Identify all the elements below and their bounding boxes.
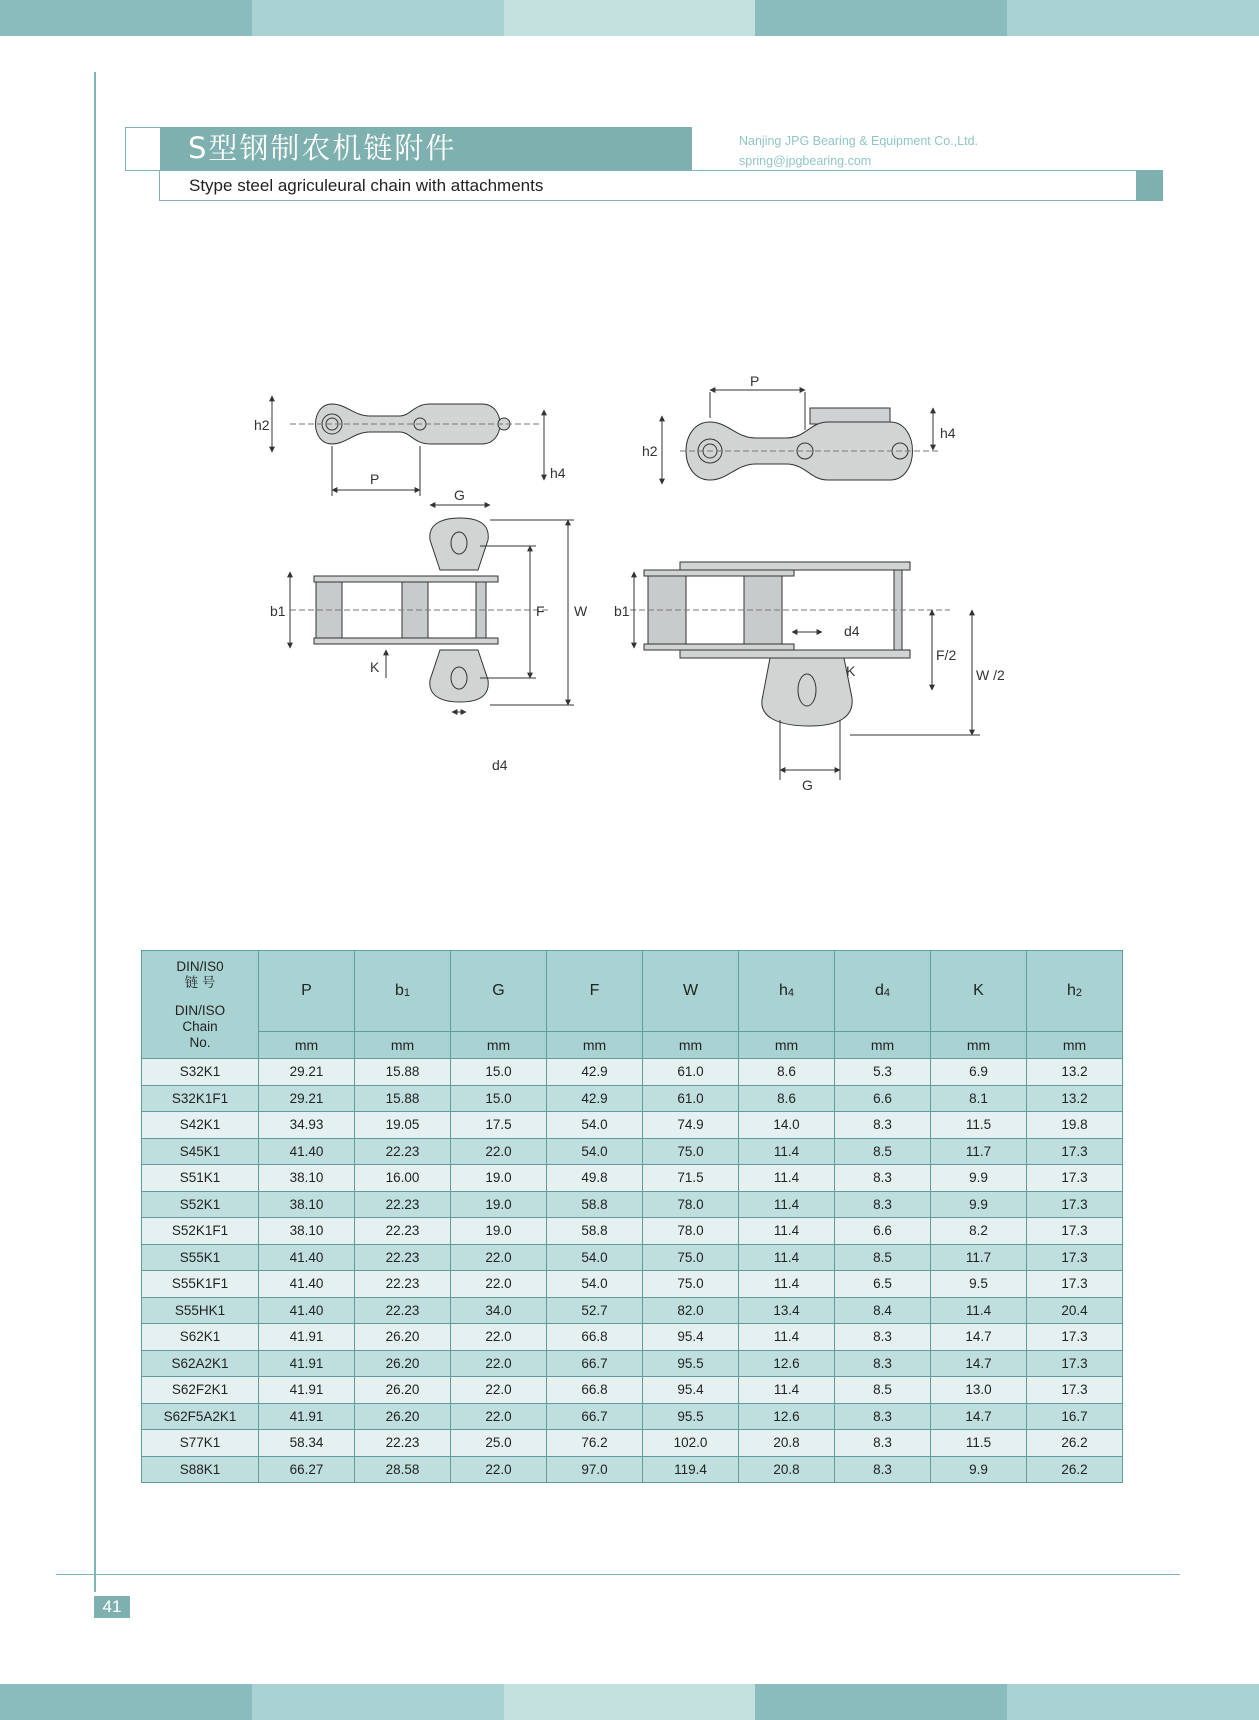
value-cell: 19.0: [451, 1218, 547, 1245]
label-h2-left: h2: [254, 417, 270, 433]
value-cell: 22.0: [451, 1403, 547, 1430]
value-cell: 15.0: [451, 1059, 547, 1086]
value-cell: 29.21: [259, 1059, 355, 1086]
value-cell: 16.7: [1027, 1403, 1123, 1430]
chain-no-cell: S51K1: [142, 1165, 259, 1192]
value-cell: 75.0: [643, 1138, 739, 1165]
chain-no-cell: S32K1: [142, 1059, 259, 1086]
value-cell: 41.91: [259, 1377, 355, 1404]
value-cell: 66.7: [547, 1350, 643, 1377]
label-d4-right: d4: [844, 623, 860, 639]
company-name: Nanjing JPG Bearing & Equipment Co.,Ltd.: [739, 134, 979, 148]
value-cell: 22.23: [355, 1138, 451, 1165]
table-row: [142, 1350, 1123, 1377]
value-cell: 41.40: [259, 1297, 355, 1324]
table-row: [142, 1191, 1123, 1218]
value-cell: 34.93: [259, 1112, 355, 1139]
value-cell: 22.23: [355, 1218, 451, 1245]
chain-no-cell: S55HK1: [142, 1297, 259, 1324]
value-cell: 97.0: [547, 1456, 643, 1483]
value-cell: 9.9: [931, 1191, 1027, 1218]
table-row: [142, 1271, 1123, 1298]
value-cell: 61.0: [643, 1059, 739, 1086]
value-cell: 17.3: [1027, 1324, 1123, 1351]
value-cell: 20.8: [739, 1456, 835, 1483]
value-cell: 8.3: [835, 1191, 931, 1218]
value-cell: 17.5: [451, 1112, 547, 1139]
value-cell: 14.7: [931, 1350, 1027, 1377]
value-cell: 26.20: [355, 1324, 451, 1351]
value-cell: 11.4: [739, 1324, 835, 1351]
value-cell: 17.3: [1027, 1165, 1123, 1192]
value-cell: 14.7: [931, 1324, 1027, 1351]
col-header-g: G: [451, 951, 547, 1032]
value-cell: 22.0: [451, 1324, 547, 1351]
col-header-h4: h4: [739, 951, 835, 1032]
page-title-cn: S型钢制农机链附件: [188, 131, 457, 165]
value-cell: 22.0: [451, 1456, 547, 1483]
value-cell: 8.4: [835, 1297, 931, 1324]
value-cell: 11.4: [739, 1271, 835, 1298]
value-cell: 95.5: [643, 1403, 739, 1430]
label-f-half: F/2: [936, 647, 957, 663]
chain-header-line2: 链 号: [184, 974, 216, 990]
table-row: [142, 1059, 1123, 1086]
value-cell: 66.7: [547, 1403, 643, 1430]
label-p-left: P: [370, 471, 380, 487]
value-cell: 6.6: [835, 1218, 931, 1245]
value-cell: 41.91: [259, 1403, 355, 1430]
value-cell: 19.8: [1027, 1112, 1123, 1139]
value-cell: 102.0: [643, 1430, 739, 1457]
value-cell: 8.6: [739, 1059, 835, 1086]
chain-no-cell: S52K1F1: [142, 1218, 259, 1245]
value-cell: 12.6: [739, 1350, 835, 1377]
chain-no-cell: S62A2K1: [142, 1350, 259, 1377]
chain-spec-table: [141, 950, 1123, 1483]
value-cell: 6.5: [835, 1271, 931, 1298]
value-cell: 22.0: [451, 1244, 547, 1271]
value-cell: 17.3: [1027, 1218, 1123, 1245]
col-header-d4: d4: [835, 951, 931, 1032]
value-cell: 66.27: [259, 1456, 355, 1483]
chain-drawings: [250, 360, 1010, 820]
value-cell: 26.2: [1027, 1456, 1123, 1483]
chain-no-cell: S55K1: [142, 1244, 259, 1271]
table-row: [142, 1138, 1123, 1165]
table-row: [142, 1112, 1123, 1139]
label-f: F: [536, 603, 545, 619]
top-view-double-attachment: [290, 505, 574, 712]
chain-no-cell: S62K1: [142, 1324, 259, 1351]
chain-header-line4: Chain: [182, 1018, 218, 1034]
table-row: [142, 1085, 1123, 1112]
chain-no-header: [142, 951, 259, 1059]
value-cell: 11.4: [739, 1377, 835, 1404]
value-cell: 66.8: [547, 1377, 643, 1404]
value-cell: 26.20: [355, 1403, 451, 1430]
unit-h4: mm: [739, 1032, 835, 1059]
chain-no-cell: S62F5A2K1: [142, 1403, 259, 1430]
label-k-left: K: [370, 659, 380, 675]
value-cell: 8.3: [835, 1350, 931, 1377]
value-cell: 75.0: [643, 1244, 739, 1271]
value-cell: 58.8: [547, 1191, 643, 1218]
value-cell: 9.5: [931, 1271, 1027, 1298]
unit-d4: mm: [835, 1032, 931, 1059]
value-cell: 41.40: [259, 1244, 355, 1271]
value-cell: 52.7: [547, 1297, 643, 1324]
value-cell: 13.4: [739, 1297, 835, 1324]
value-cell: 25.0: [451, 1430, 547, 1457]
value-cell: 74.9: [643, 1112, 739, 1139]
value-cell: 11.4: [931, 1297, 1027, 1324]
value-cell: 38.10: [259, 1191, 355, 1218]
chain-no-cell: S62F2K1: [142, 1377, 259, 1404]
chain-no-cell: S55K1F1: [142, 1271, 259, 1298]
value-cell: 8.3: [835, 1430, 931, 1457]
value-cell: 95.4: [643, 1324, 739, 1351]
value-cell: 8.5: [835, 1138, 931, 1165]
value-cell: 22.0: [451, 1350, 547, 1377]
value-cell: 41.40: [259, 1138, 355, 1165]
table-row: [142, 1403, 1123, 1430]
value-cell: 15.88: [355, 1085, 451, 1112]
chain-header-line1: DIN/IS0: [176, 958, 224, 974]
company-info: [739, 131, 978, 171]
unit-f: mm: [547, 1032, 643, 1059]
value-cell: 8.3: [835, 1456, 931, 1483]
value-cell: 119.4: [643, 1456, 739, 1483]
chain-header-line5: No.: [189, 1034, 211, 1050]
table-body: [142, 1059, 1123, 1483]
label-g-left: G: [454, 487, 465, 503]
value-cell: 8.3: [835, 1403, 931, 1430]
side-view-small: [272, 396, 544, 496]
chain-no-cell: S52K1: [142, 1191, 259, 1218]
value-cell: 38.10: [259, 1218, 355, 1245]
value-cell: 19.0: [451, 1191, 547, 1218]
value-cell: 11.7: [931, 1138, 1027, 1165]
table-row: [142, 1377, 1123, 1404]
value-cell: 20.4: [1027, 1297, 1123, 1324]
col-header-p: P: [259, 951, 355, 1032]
table-row: [142, 1297, 1123, 1324]
value-cell: 11.4: [739, 1165, 835, 1192]
value-cell: 5.3: [835, 1059, 931, 1086]
value-cell: 12.6: [739, 1403, 835, 1430]
unit-h2: mm: [1027, 1032, 1123, 1059]
chain-no-cell: S88K1: [142, 1456, 259, 1483]
value-cell: 15.88: [355, 1059, 451, 1086]
unit-k: mm: [931, 1032, 1027, 1059]
table-row: [142, 1218, 1123, 1245]
value-cell: 58.8: [547, 1218, 643, 1245]
unit-w: mm: [643, 1032, 739, 1059]
value-cell: 22.0: [451, 1138, 547, 1165]
value-cell: 8.3: [835, 1165, 931, 1192]
chain-no-cell: S45K1: [142, 1138, 259, 1165]
value-cell: 6.9: [931, 1059, 1027, 1086]
value-cell: 8.2: [931, 1218, 1027, 1245]
value-cell: 11.5: [931, 1430, 1027, 1457]
value-cell: 54.0: [547, 1271, 643, 1298]
col-header-b1: b1: [355, 951, 451, 1032]
value-cell: 26.20: [355, 1350, 451, 1377]
value-cell: 78.0: [643, 1218, 739, 1245]
subtitle-tab: [1136, 170, 1163, 201]
value-cell: 11.4: [739, 1138, 835, 1165]
value-cell: 41.91: [259, 1324, 355, 1351]
value-cell: 26.2: [1027, 1430, 1123, 1457]
value-cell: 8.5: [835, 1377, 931, 1404]
value-cell: 17.3: [1027, 1271, 1123, 1298]
page-subtitle-en: Stype steel agriculeural chain with attachments: [189, 176, 544, 195]
label-h4-right: h4: [940, 425, 956, 441]
value-cell: 28.58: [355, 1456, 451, 1483]
value-cell: 49.8: [547, 1165, 643, 1192]
value-cell: 22.23: [355, 1430, 451, 1457]
label-b1-right: b1: [614, 603, 630, 619]
value-cell: 42.9: [547, 1059, 643, 1086]
value-cell: 22.23: [355, 1271, 451, 1298]
value-cell: 9.9: [931, 1165, 1027, 1192]
value-cell: 71.5: [643, 1165, 739, 1192]
page-number: 41: [94, 1596, 130, 1618]
value-cell: 11.5: [931, 1112, 1027, 1139]
label-w: W: [574, 603, 588, 619]
value-cell: 34.0: [451, 1297, 547, 1324]
value-cell: 8.5: [835, 1244, 931, 1271]
chain-drawing-svg: [250, 360, 1010, 820]
bottom-color-band: [0, 1684, 1259, 1720]
table-row: [142, 1165, 1123, 1192]
value-cell: 54.0: [547, 1112, 643, 1139]
side-view-large: [662, 390, 940, 484]
value-cell: 17.3: [1027, 1350, 1123, 1377]
label-h4-left: h4: [550, 465, 566, 481]
unit-g: mm: [451, 1032, 547, 1059]
value-cell: 13.2: [1027, 1059, 1123, 1086]
value-cell: 14.7: [931, 1403, 1027, 1430]
value-cell: 22.23: [355, 1297, 451, 1324]
value-cell: 17.3: [1027, 1191, 1123, 1218]
company-email: spring@jpgbearing.com: [739, 154, 872, 168]
unit-p: mm: [259, 1032, 355, 1059]
value-cell: 11.4: [739, 1191, 835, 1218]
unit-b1: mm: [355, 1032, 451, 1059]
label-k-right: K: [846, 663, 856, 679]
value-cell: 8.3: [835, 1324, 931, 1351]
value-cell: 22.23: [355, 1244, 451, 1271]
label-w-half: W /2: [976, 667, 1005, 683]
label-p-right: P: [750, 373, 760, 389]
value-cell: 8.3: [835, 1112, 931, 1139]
table-row: [142, 1244, 1123, 1271]
value-cell: 95.5: [643, 1350, 739, 1377]
value-cell: 22.0: [451, 1377, 547, 1404]
value-cell: 16.00: [355, 1165, 451, 1192]
value-cell: 41.91: [259, 1350, 355, 1377]
label-h2-right: h2: [642, 443, 658, 459]
value-cell: 95.4: [643, 1377, 739, 1404]
value-cell: 29.21: [259, 1085, 355, 1112]
label-d4-left: d4: [492, 757, 508, 773]
margin-rule: [94, 72, 96, 1592]
value-cell: 66.8: [547, 1324, 643, 1351]
value-cell: 11.4: [739, 1244, 835, 1271]
value-cell: 14.0: [739, 1112, 835, 1139]
chain-no-cell: S42K1: [142, 1112, 259, 1139]
chain-header-line3: DIN/ISO: [174, 1002, 226, 1018]
table-row: [142, 1456, 1123, 1483]
col-header-h2: h2: [1027, 951, 1123, 1032]
top-color-band: [0, 0, 1259, 36]
value-cell: 82.0: [643, 1297, 739, 1324]
value-cell: 9.9: [931, 1456, 1027, 1483]
col-header-w: W: [643, 951, 739, 1032]
value-cell: 20.8: [739, 1430, 835, 1457]
top-view-single-attachment: [630, 562, 980, 780]
value-cell: 54.0: [547, 1138, 643, 1165]
value-cell: 41.40: [259, 1271, 355, 1298]
value-cell: 11.4: [739, 1218, 835, 1245]
value-cell: 6.6: [835, 1085, 931, 1112]
value-cell: 17.3: [1027, 1138, 1123, 1165]
value-cell: 76.2: [547, 1430, 643, 1457]
value-cell: 11.7: [931, 1244, 1027, 1271]
chain-no-cell: S32K1F1: [142, 1085, 259, 1112]
value-cell: 19.0: [451, 1165, 547, 1192]
value-cell: 22.0: [451, 1271, 547, 1298]
value-cell: 78.0: [643, 1191, 739, 1218]
col-header-k: K: [931, 951, 1027, 1032]
footer-rule: [56, 1574, 1180, 1575]
value-cell: 17.3: [1027, 1244, 1123, 1271]
value-cell: 42.9: [547, 1085, 643, 1112]
value-cell: 22.23: [355, 1191, 451, 1218]
value-cell: 13.0: [931, 1377, 1027, 1404]
value-cell: 26.20: [355, 1377, 451, 1404]
value-cell: 17.3: [1027, 1377, 1123, 1404]
table-row: [142, 1324, 1123, 1351]
value-cell: 13.2: [1027, 1085, 1123, 1112]
value-cell: 75.0: [643, 1271, 739, 1298]
label-g-right: G: [802, 777, 813, 793]
table-row: [142, 1430, 1123, 1457]
value-cell: 8.1: [931, 1085, 1027, 1112]
value-cell: 15.0: [451, 1085, 547, 1112]
value-cell: 61.0: [643, 1085, 739, 1112]
col-header-f: F: [547, 951, 643, 1032]
value-cell: 54.0: [547, 1244, 643, 1271]
value-cell: 19.05: [355, 1112, 451, 1139]
chain-no-cell: S77K1: [142, 1430, 259, 1457]
value-cell: 8.6: [739, 1085, 835, 1112]
value-cell: 38.10: [259, 1165, 355, 1192]
label-b1-left: b1: [270, 603, 286, 619]
value-cell: 58.34: [259, 1430, 355, 1457]
